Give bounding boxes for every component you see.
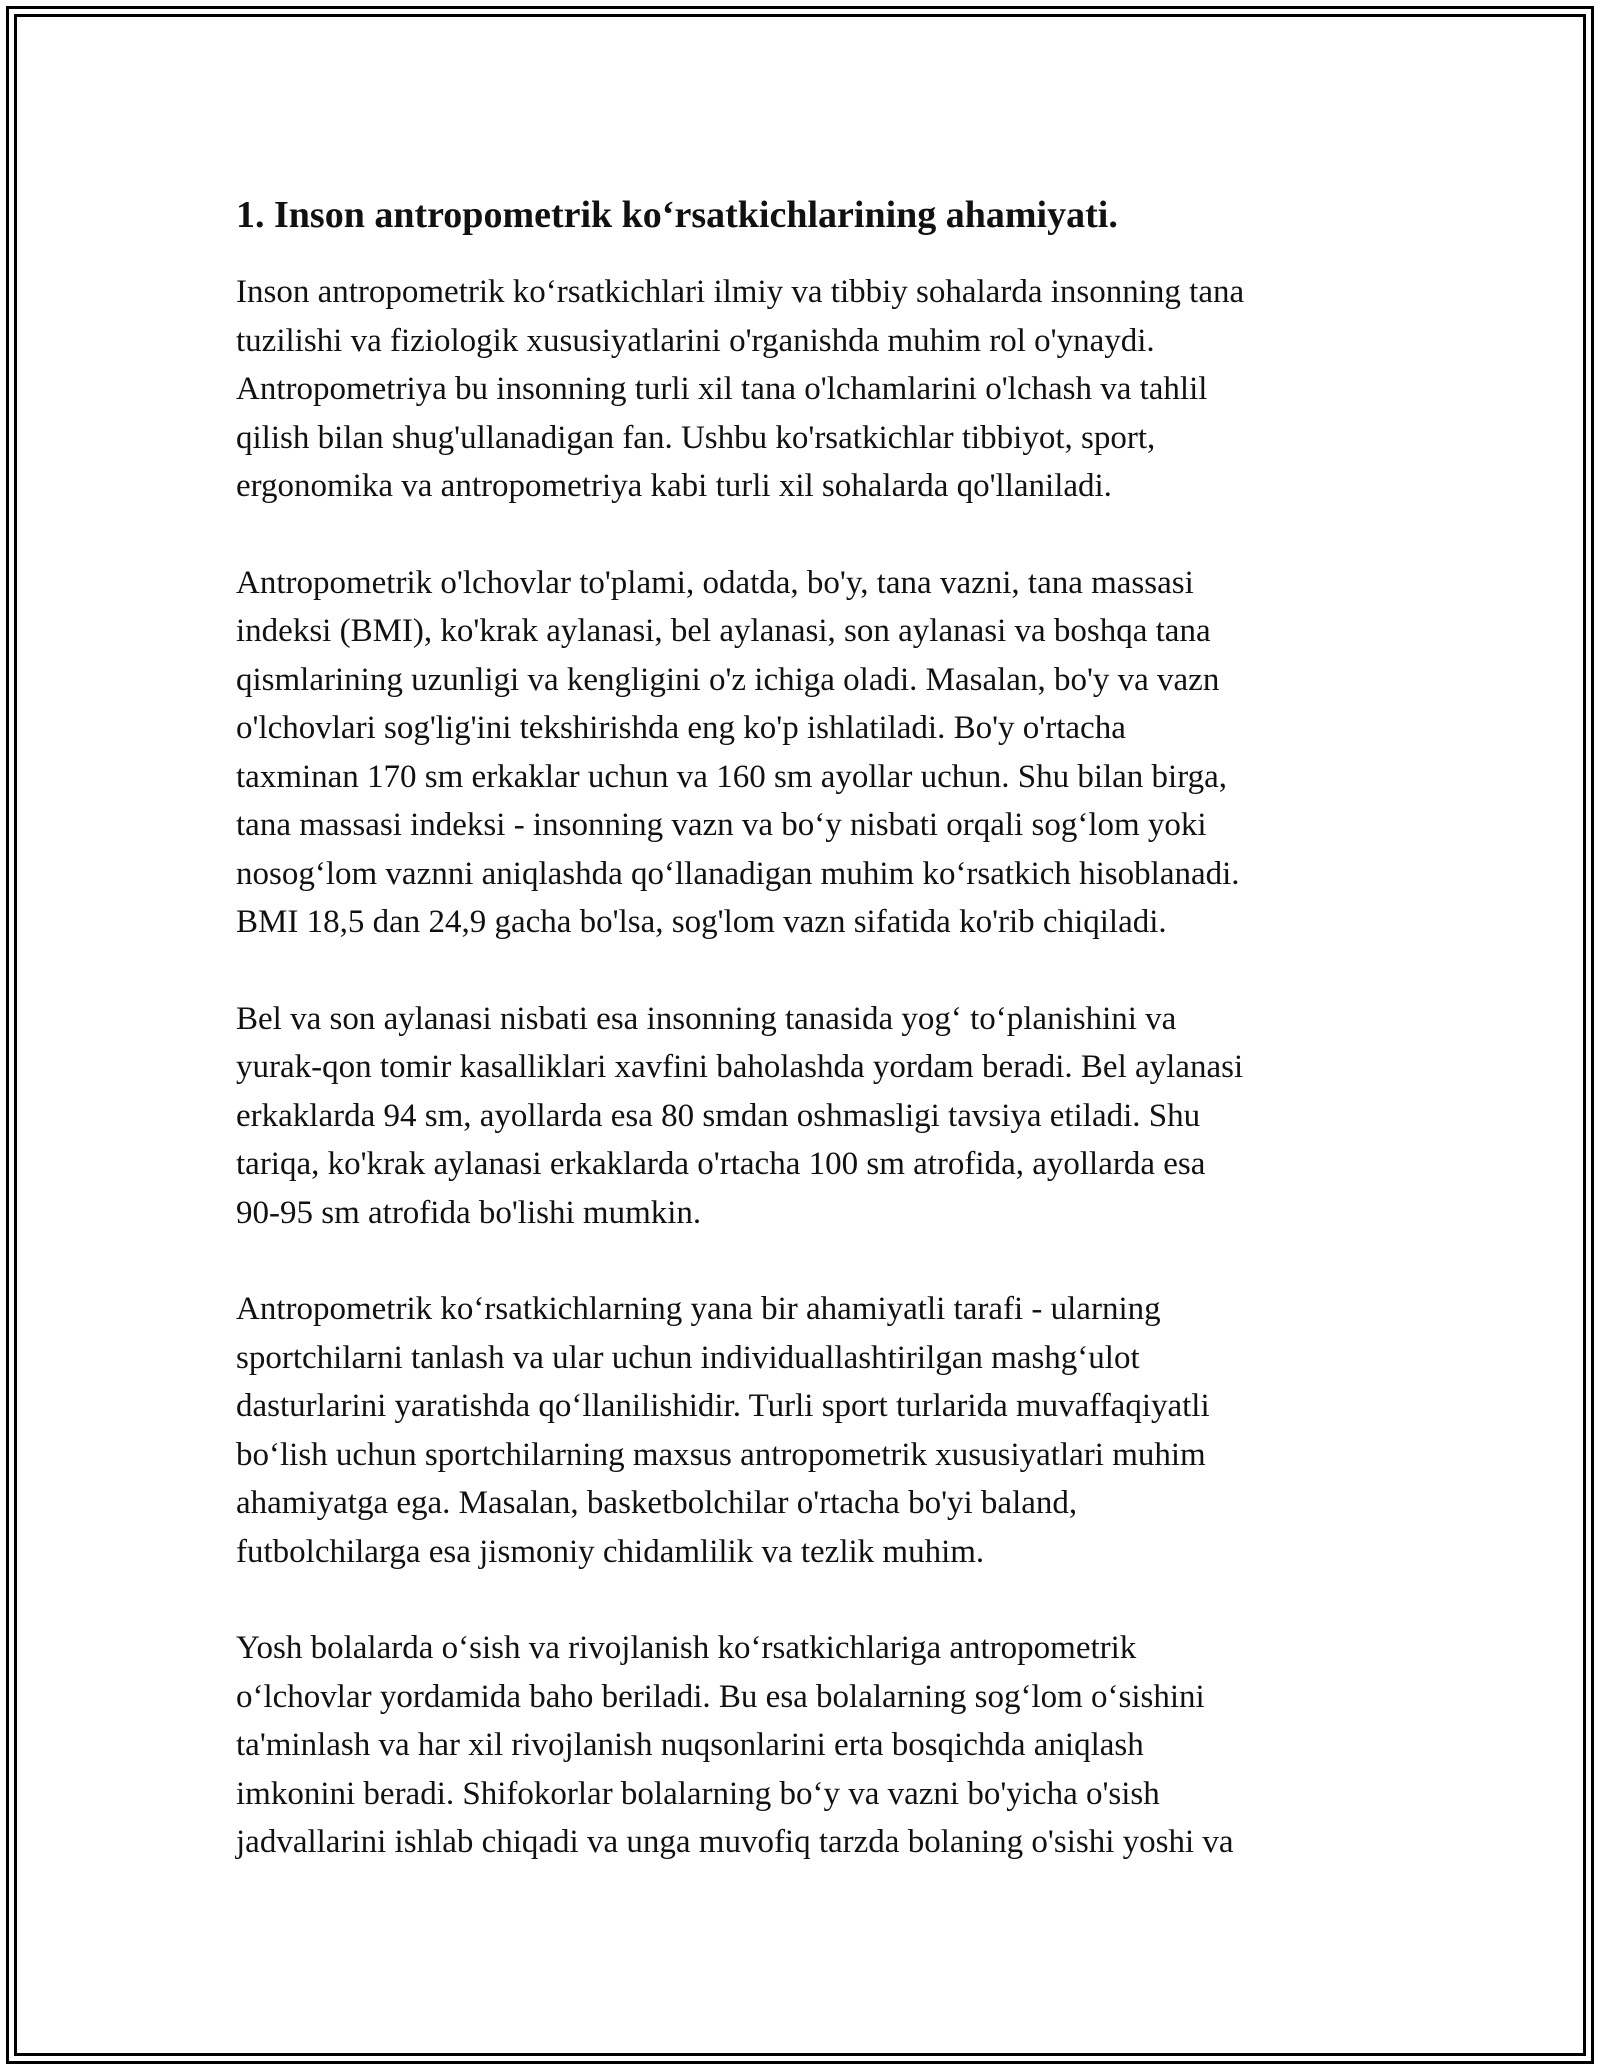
text-line: ahamiyatga ega. Masalan, basketbolchilar o'rtacha bo'yi baland, [236,1485,1078,1521]
paragraph-1 [236,268,1366,511]
text-line: yurak-qon tomir kasalliklari xavfini baholashda yordam beradi. Bel aylanasi [236,1049,1244,1085]
text-line: BMI 18,5 dan 24,9 gacha bo'lsa, sog'lom vazn sifatida ko'rib chiqiladi. [236,904,1167,940]
text-line: 90-95 sm atrofida bo'lishi mumkin. [236,1194,702,1231]
text-line: dasturlarini yaratishda qo‘llanilishidir. Turli sport turlarida muvaffaqiyatli [236,1388,1210,1424]
text-line: qismlarining uzunligi va kengligini o'z ichiga oladi. Masalan, bo'y va vazn [236,661,1220,698]
text-line: qilish bilan shug'ullanadigan fan. Ushbu ko'rsatkichlar tibbiyot, sport, [236,419,1156,456]
text-line: sportchilarni tanlash va ular uchun individuallashtirilgan mashg‘ulot [236,1339,1140,1376]
text-line: jadvallarini ishlab chiqadi va unga muvofiq tarzda bolaning o'sishi yoshi va [236,1824,1234,1860]
paragraph-4 [236,1285,1366,1576]
text-line: Yosh bolalarda o‘sish va rivojlanish ko‘rsatkichlariga antropometrik [236,1630,1137,1666]
text-line: Bel va son aylanasi nisbati esa insonning tanasida yog‘ to‘planishini va [236,1000,1177,1037]
text-line: tuzilishi va fiziologik xususiyatlarini o'rganishda muhim rol o'ynaydi. [236,322,1155,359]
text-line: Antropometrik ko‘rsatkichlarning yana bir ahamiyatli tarafi - ularning [236,1291,1161,1327]
text-line: ergonomika va antropometriya kabi turli xil sohalarda qo'llaniladi. [236,468,1112,504]
paragraph-2 [236,559,1366,947]
paragraph-3 [236,995,1366,1238]
text-line: o'lchovlari sog'lig'ini tekshirishda eng ko'p ishlatiladi. Bo'y o'rtacha [236,710,1126,746]
text-line: Antropometriya bu insonning turli xil tana o'lchamlarini o'lchash va tahlil [236,371,1208,407]
text-line: futbolchilarga esa jismoniy chidamlilik va tezlik muhim. [236,1533,985,1570]
text-line: bo‘lish uchun sportchilarning maxsus antropometrik xususiyatlari muhim [236,1436,1206,1473]
text-line: imkonini beradi. Shifokorlar bolalarning bo‘y va vazni bo'yicha o'sish [236,1775,1160,1812]
document-body [236,186,1366,1915]
text-line: taxminan 170 sm erkaklar uchun va 160 sm ayollar uchun. Shu bilan birga, [236,758,1228,795]
text-line: tana massasi indeksi - insonning vazn va bo‘y nisbati orqali sog‘lom yoki [236,807,1207,843]
text-line: ta'minlash va har xil rivojlanish nuqsonlarini erta bosqichda aniqlash [236,1727,1144,1763]
text-line: nosog‘lom vaznni aniqlashda qo‘llanadigan muhim ko‘rsatkich hisoblanadi. [236,855,1240,892]
text-line: Antropometrik o'lchovlar to'plami, odatda, bo'y, tana vazni, tana massasi [236,564,1194,601]
text-line: tariqa, ko'krak aylanasi erkaklarda o'rtacha 100 sm atrofida, ayollarda esa [236,1146,1206,1182]
text-line: Inson antropometrik ko‘rsatkichlari ilmiy va tibbiy sohalarda insonning tana [236,274,1245,310]
text-line: o‘lchovlar yordamida baho beriladi. Bu esa bolalarning sog‘lom o‘sishini [236,1678,1205,1715]
text-line: erkaklarda 94 sm, ayollarda esa 80 smdan oshmasligi tavsiya etiladi. Shu [236,1097,1201,1134]
text-line: indeksi (BMI), ko'krak aylanasi, bel aylanasi, son aylanasi va boshqa tana [236,613,1211,649]
section-heading: 1. Inson antropometrik ko‘rsatkichlarining ahamiyati. [236,194,1118,236]
paragraph-5 [236,1624,1366,1867]
